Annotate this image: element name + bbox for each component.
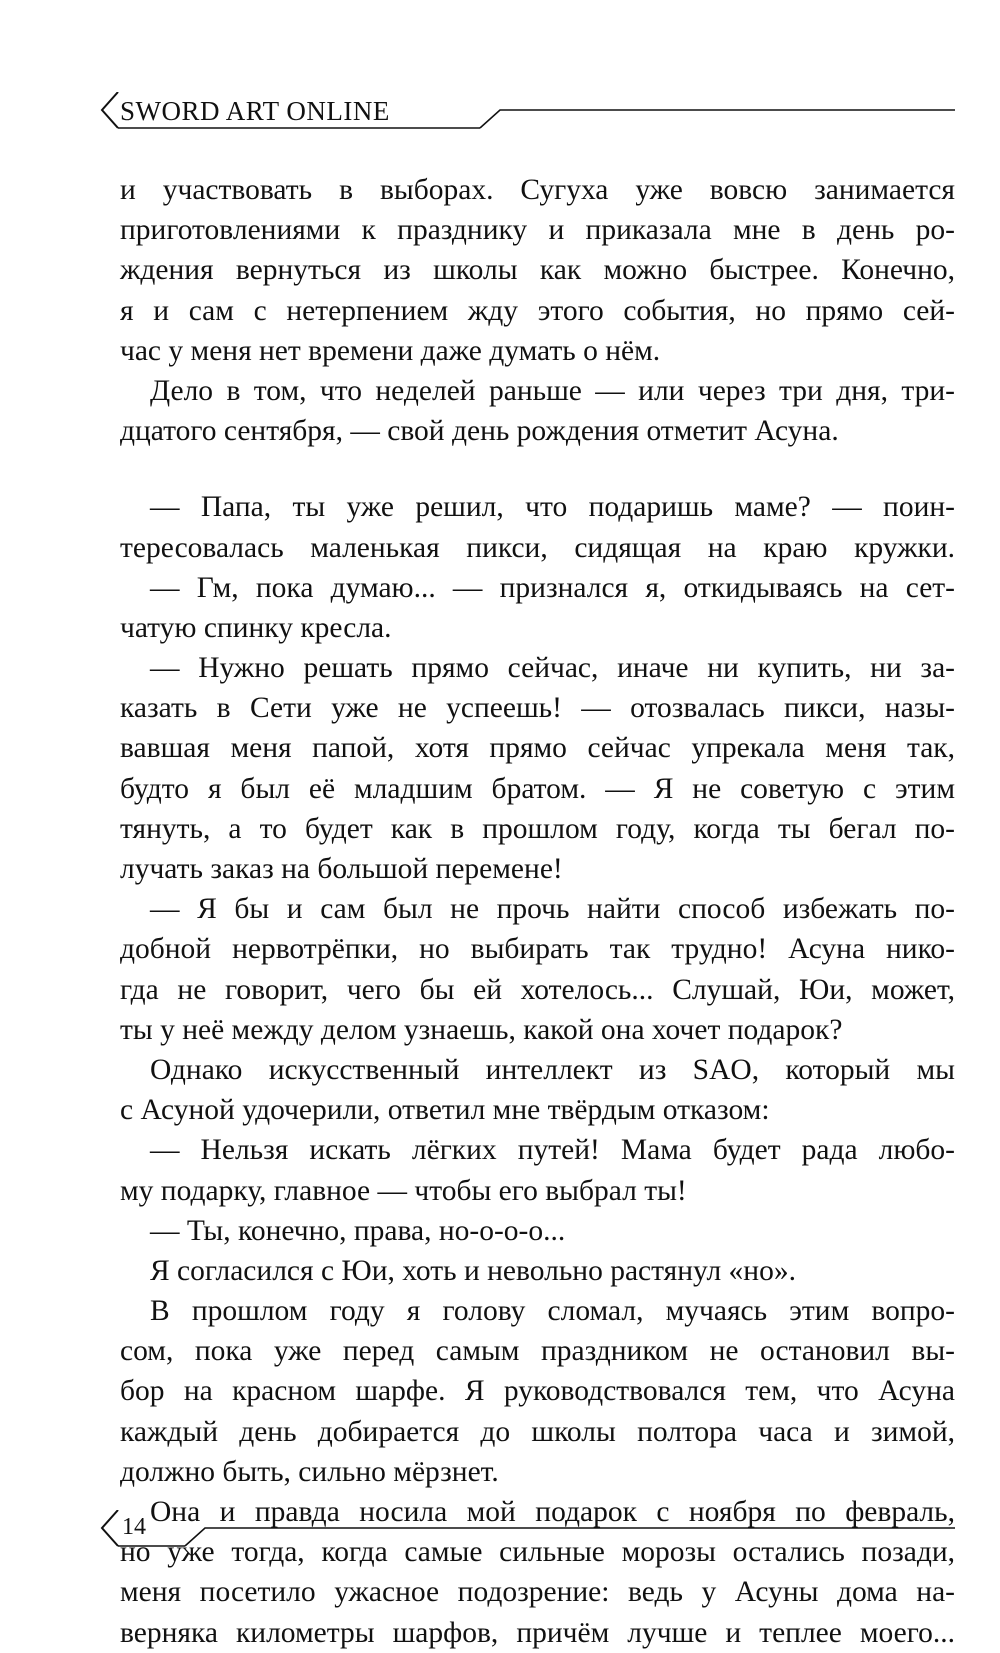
text-line: гда не говорит, чего бы ей хотелось... Слушай, Юи, может, [120,973,955,1006]
text-line: — Папа, ты уже решил, что подаришь маме? — поин- [150,491,955,524]
text-line: и участвовать в выборах. Сугуха уже вовсю занимается [120,174,955,206]
text-line: му подарку, главное — чтобы его выбрал ты! [120,1174,687,1207]
text-line: — Ты, конечно, права, но-о-о-о... [150,1214,566,1247]
text-line: ты у неё между делом узнаешь, какой она хочет подарок? [120,1013,843,1046]
text-line: — Я бы и сам был не прочь найти способ избежать по- [150,893,955,926]
text-line: ждения вернуться из школы как можно быстрее. Конечно, [120,254,955,287]
text-line: тересовалась маленькая пикси, сидящая на краю кружки. [120,531,955,564]
text-line: Я согласился с Юи, хоть и невольно растянул «но». [150,1254,796,1287]
text-line: Однако искусственный интеллект из SAO, который мы [150,1053,955,1086]
text-line: добной нервотрёпки, но выбирать так трудно! Асуна нико- [120,933,955,966]
text-line: бор на красном шарфе. Я руководствовался тем, что Асуна [120,1375,955,1408]
text-line: — Нужно решать прямо сейчас, иначе ни купить, ни за- [150,652,955,685]
text-line: тянуть, а то будет как в прошлом году, когда ты бегал по- [120,812,955,845]
text-line: но уже тогда, когда самые сильные морозы остались позади, [120,1536,955,1569]
text-line: я и сам с нетерпением жду этого события, но прямо сей- [120,294,955,327]
text-line: верняка километры шарфов, причём лучше и теплее моего... [120,1616,955,1649]
text-line: должно быть, сильно мёрзнет. [120,1455,499,1488]
section-break [120,451,955,487]
text-line: Дело в том, что неделей раньше — или через три дня, три- [150,374,955,407]
text-line: вавшая меня папой, хотя прямо сейчас упрекала меня так, [120,732,955,765]
text-line: с Асуной удочерили, ответил мне твёрдым отказом: [120,1094,770,1127]
text-line: — Гм, пока думаю... — признался я, откидываясь на сет- [150,571,955,604]
text-line: каждый день добирается до школы полтора часа и зимой, [120,1415,955,1448]
text-line: чатую спинку кресла. [120,611,392,644]
text-line: казать в Сети уже не успеешь! — отозвалась пикси, назы- [120,692,955,725]
page-number: 14 [122,1514,146,1540]
text-line: — Нельзя искать лёгких путей! Мама будет рада любо- [150,1134,955,1167]
text-line: сом, пока уже перед самым праздником не остановил вы- [120,1335,955,1368]
running-header-title: SWORD ART ONLINE [120,96,390,126]
text-line: лучать заказ на большой перемене! [120,853,563,885]
text-line: час у меня нет времени даже думать о нём. [120,334,661,367]
text-line: В прошлом году я голову сломал, мучаясь этим вопро- [150,1295,955,1328]
text-line: дцатого сентября, — свой день рождения отметит Асуна. [120,415,839,448]
footer-ornament [100,1510,955,1560]
text-line: будто я был её младшим братом. — Я не советую с этим [120,772,955,805]
text-line: меня посетило ужасное подозрение: ведь у Асуны дома на- [120,1576,955,1609]
body-text [120,170,955,1653]
text-line: приготовлениями к празднику и приказала мне в день ро- [120,214,955,247]
text-line: Она и правда носила мой подарок с ноября по февраль, [150,1496,955,1528]
